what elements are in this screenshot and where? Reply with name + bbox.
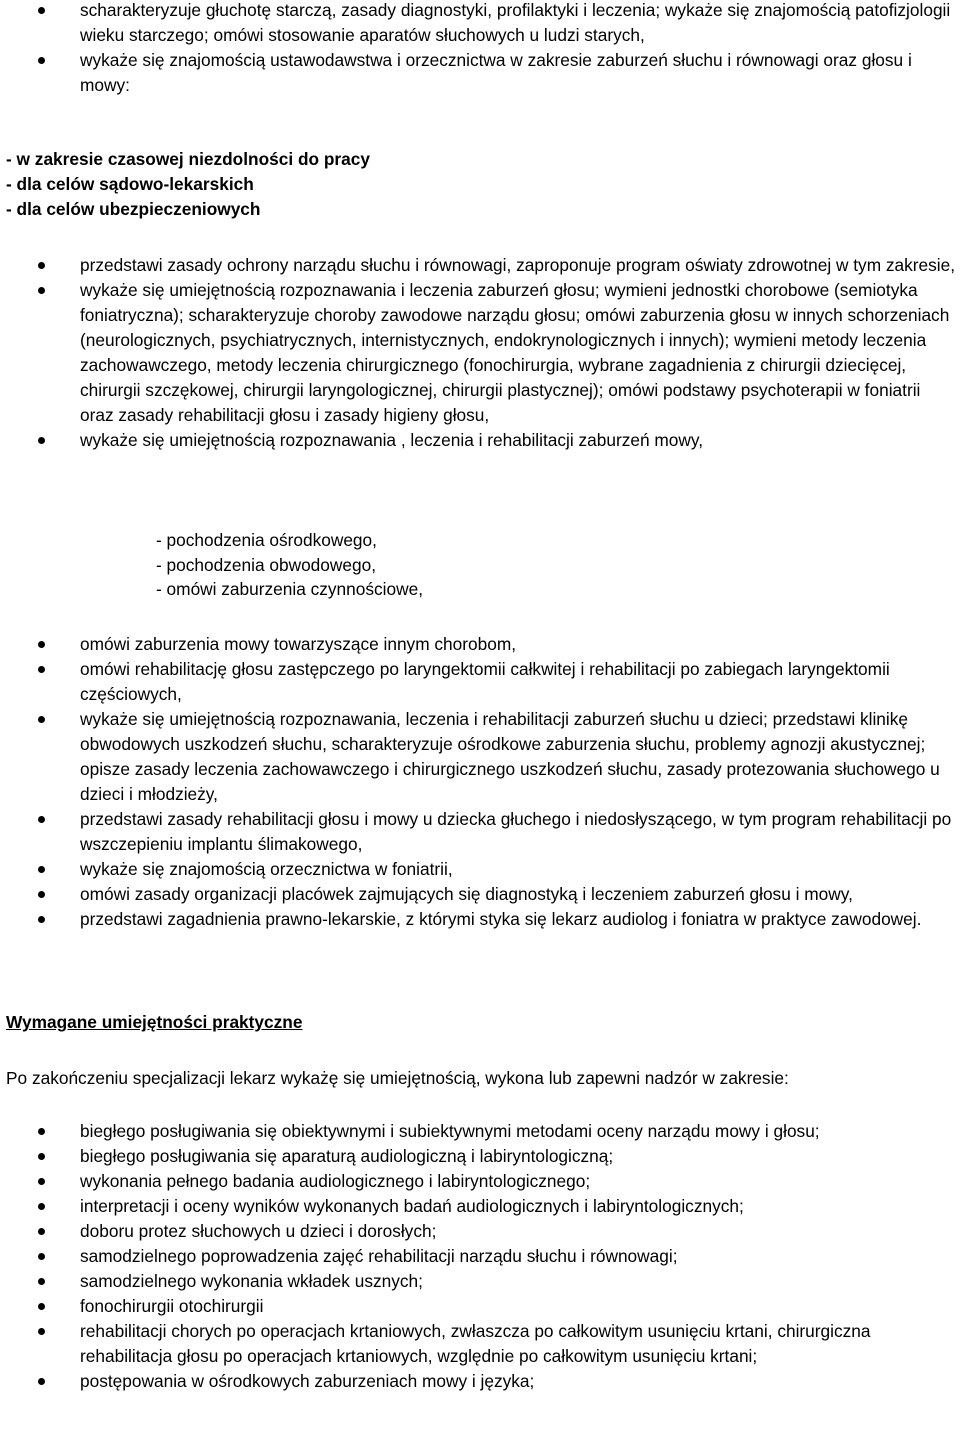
list-item bbox=[0, 1219, 960, 1244]
list-item bbox=[0, 657, 960, 707]
list-item-text: wykaże się umiejętnością rozpoznawania , leczenia i rehabilitacji zaburzeń mowy, bbox=[80, 430, 704, 450]
bullet-list-4 bbox=[0, 1119, 960, 1394]
bullet-icon bbox=[38, 437, 45, 444]
list-item-text: omówi rehabilitację głosu zastępczego po laryngektomii całkwitej i rehabilitacji po zabiegach laryngektomii częściowych, bbox=[80, 659, 890, 704]
intro-text: Po zakończeniu specjalizacji lekarz wykażę się umiejętnością, wykona lub zapewni nadzór w zakresie: bbox=[6, 1068, 789, 1088]
list-item bbox=[0, 1294, 960, 1319]
list-item-text: wykaże się znajomością orzecznictwa w foniatrii, bbox=[80, 859, 453, 879]
list-item bbox=[0, 1169, 960, 1194]
list-item-text: przedstawi zasady ochrony narządu słuchu i równowagi, zaproponuje program oświaty zdrowotnej w tym zakresie, bbox=[80, 255, 956, 275]
list-item bbox=[0, 1244, 960, 1269]
list-item bbox=[0, 882, 960, 907]
bullet-icon bbox=[38, 866, 45, 873]
list-item-text: wykaże się umiejętnością rozpoznawania i leczenia zaburzeń głosu; wymieni jednostki chorobowe (semiotyka foniatryczna); scharakteryzuje choroby zawodowe narządu głosu; omówi zaburzenia głosu w innych schorzeniach (neurologicznych, psychiatrycznych, internistycznych, endokrynologicznych i innych); wymieni metody leczenia zachowawczego, metody leczenia chirurgicznego (fonochirurgia, wybrane zagadnienia z chirurgii dziecięcej, chirurgii szczękowej, chirurgii laryngologicznej, chirurgii plastycznej); omówi podstawy psychoterapii w foniatrii oraz zasady rehabilitacji głosu i zasady higieny głosu, bbox=[80, 280, 950, 425]
list-item bbox=[0, 0, 960, 48]
list-item bbox=[0, 907, 960, 932]
intro-block bbox=[0, 1066, 960, 1091]
list-item-text: interpretacji i oceny wyników wykonanych badań audiologicznych i labiryntologicznych; bbox=[80, 1196, 744, 1216]
sub-list bbox=[0, 528, 960, 602]
list-item-text: biegłego posługiwania się aparaturą audiologiczną i labiryntologiczną; bbox=[80, 1146, 614, 1166]
list-item bbox=[0, 1144, 960, 1169]
bullet-icon bbox=[38, 287, 45, 294]
list-item bbox=[0, 253, 960, 278]
dash-item: - dla celów ubezpieczeniowych bbox=[6, 199, 261, 219]
bullet-list-2 bbox=[0, 253, 960, 453]
list-item-text: scharakteryzuje głuchotę starczą, zasady diagnostyki, profilaktyki i leczenia; wykaże się znajomością patofizjologii wieku starczego; omówi stosowanie aparatów słuchowych u ludzi starych, bbox=[80, 0, 951, 45]
section-heading: Wymagane umiejętności praktyczne bbox=[6, 1012, 303, 1032]
dash-item: - dla celów sądowo-lekarskich bbox=[6, 174, 254, 194]
bullet-icon bbox=[38, 641, 45, 648]
dash-item: - w zakresie czasowej niezdolności do pracy bbox=[6, 149, 370, 169]
bullet-icon bbox=[38, 1128, 45, 1135]
list-item-text: samodzielnego poprowadzenia zajęć rehabilitacji narządu słuchu i równowagi; bbox=[80, 1246, 678, 1266]
list-item-text: doboru protez słuchowych u dzieci i dorosłych; bbox=[80, 1221, 437, 1241]
bullet-icon bbox=[38, 7, 45, 14]
list-item bbox=[0, 428, 960, 453]
list-item bbox=[0, 707, 960, 807]
bullet-icon bbox=[38, 1153, 45, 1160]
list-item bbox=[0, 632, 960, 657]
list-item bbox=[0, 807, 960, 857]
list-item-text: fonochirurgii otochirurgii bbox=[80, 1296, 264, 1316]
list-item-text: omówi zasady organizacji placówek zajmujących się diagnostyką i leczeniem zaburzeń głosu i mowy, bbox=[80, 884, 853, 904]
bullet-icon bbox=[38, 916, 45, 923]
list-item bbox=[0, 1319, 960, 1369]
dash-list bbox=[0, 147, 960, 222]
bullet-icon bbox=[38, 1178, 45, 1185]
list-item-text: postępowania w ośrodkowych zaburzeniach mowy i języka; bbox=[80, 1371, 535, 1391]
bullet-icon bbox=[38, 1328, 45, 1335]
bullet-list-1 bbox=[0, 0, 960, 98]
bullet-icon bbox=[38, 1253, 45, 1260]
bullet-icon bbox=[38, 1203, 45, 1210]
section-heading-block bbox=[0, 1010, 960, 1035]
bullet-icon bbox=[38, 1228, 45, 1235]
list-item-text: biegłego posługiwania się obiektywnymi i subiektywnymi metodami oceny narządu mowy i głosu; bbox=[80, 1121, 820, 1141]
list-item bbox=[0, 1269, 960, 1294]
list-item bbox=[0, 1119, 960, 1144]
list-item-text: przedstawi zasady rehabilitacji głosu i mowy u dziecka głuchego i niedosłyszącego, w tym program rehabilitacji po wszczepieniu implantu ślimakowego, bbox=[80, 809, 952, 854]
list-item-text: wykaże się umiejętnością rozpoznawania, leczenia i rehabilitacji zaburzeń słuchu u dzieci; przedstawi klinikę obwodowych uszkodzeń słuchu, scharakteryzuje ośrodkowe zaburzenia słuchu, problemy agnozji akustycznej; opisze zasady leczenia zachowawczego i chirurgicznego uszkodzeń słuchu, zasady protezowania słuchowego u dzieci i młodzieży, bbox=[80, 709, 940, 804]
bullet-icon bbox=[38, 1303, 45, 1310]
sub-item: - omówi zaburzenia czynnościowe, bbox=[156, 579, 424, 599]
bullet-list-3 bbox=[0, 632, 960, 932]
bullet-icon bbox=[38, 1278, 45, 1285]
bullet-icon bbox=[38, 891, 45, 898]
bullet-icon bbox=[38, 716, 45, 723]
list-item-text: przedstawi zagadnienia prawno-lekarskie, z którymi styka się lekarz audiolog i foniatra w praktyce zawodowej. bbox=[80, 909, 922, 929]
sub-item: - pochodzenia obwodowego, bbox=[156, 554, 377, 575]
list-item-text: rehabilitacji chorych po operacjach krtaniowych, zwłaszcza po całkowitym usunięciu krtani, chirurgiczna rehabilitacja głosu po operacjach krtaniowych, względnie po całkowitym usunięciu krtani; bbox=[80, 1321, 871, 1366]
list-item bbox=[0, 278, 960, 428]
bullet-icon bbox=[38, 816, 45, 823]
sub-item: - pochodzenia ośrodkowego, bbox=[156, 530, 377, 550]
bullet-icon bbox=[38, 57, 45, 64]
bullet-icon bbox=[38, 666, 45, 673]
list-item-text: samodzielnego wykonania wkładek usznych; bbox=[80, 1271, 423, 1291]
list-item-text: wykaże się znajomością ustawodawstwa i orzecznictwa w zakresie zaburzeń słuchu i równowagi oraz głosu i mowy: bbox=[80, 50, 912, 95]
list-item-text: wykonania pełnego badania audiologicznego i labiryntologicznego; bbox=[80, 1171, 591, 1191]
list-item bbox=[0, 857, 960, 882]
bullet-icon bbox=[38, 262, 45, 269]
bullet-icon bbox=[38, 1378, 45, 1385]
list-item bbox=[0, 48, 960, 98]
list-item-text: omówi zaburzenia mowy towarzyszące innym chorobom, bbox=[80, 634, 517, 654]
list-item bbox=[0, 1369, 960, 1394]
list-item bbox=[0, 1194, 960, 1219]
